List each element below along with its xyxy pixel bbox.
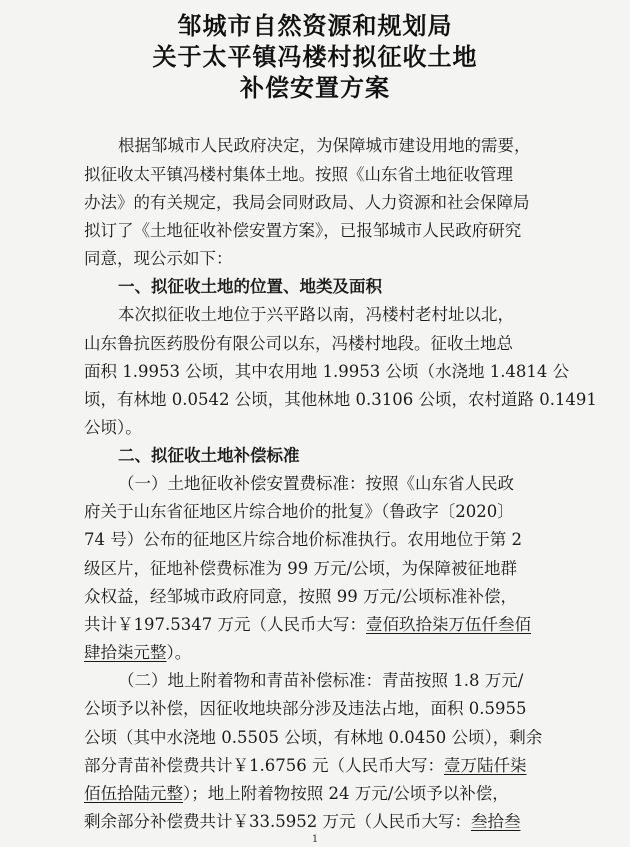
section-2-para1-line [84, 643, 191, 663]
section-2-para1-line: 级区片，征地补偿费标准为 99 万元/公顷，为保障被征地群 [84, 559, 518, 578]
title-line-2: 关于太平镇冯楼村拟征收土地 [152, 42, 478, 71]
section-2-para1-line: （一）土地征收补偿安置费标准：按照《山东省人民政 [118, 474, 514, 493]
title-line-3: 补偿安置方案 [240, 73, 390, 102]
amount-text: 剩余部分补偿费共计￥33.5952 万元（人民币大写： [84, 812, 471, 831]
section-2-heading: 二、拟征收土地补偿标准 [118, 446, 300, 465]
section-2-para2-line: 公顷予以补偿，因征收地块部分涉及违法占地，面积 0.5955 [84, 699, 527, 718]
amount-text: ）；地上附着物按照 24 万元/公顷予以补偿， [183, 784, 509, 803]
amount-uppercase: 壹佰玖拾柒万伍仟叁佰 [365, 615, 531, 634]
amount-text: 部分青苗补偿费共计￥1.6756 元（人民币大写： [84, 756, 444, 775]
intro-line: 拟征收太平镇冯楼村集体土地。按照《山东省土地征收管理 [84, 165, 513, 184]
intro-line: 拟订了《土地征收补偿安置方案》，已报邹城市人民政府研究 [84, 221, 522, 240]
section-2-para1-line: 府关于山东省征地区片综合地价的批复》（鲁政字〔2020〕 [84, 502, 514, 521]
section-2-para1-line: 众权益，经邹城市政府同意，按照 99 万元/公顷标准补偿， [84, 587, 518, 606]
section-1-heading: 一、拟征收土地的位置、地类及面积 [118, 277, 382, 296]
section-1-line: 顷，有林地 0.0542 公顷，其他林地 0.3106 公顷，农村道路 0.1491 [84, 390, 597, 409]
section-2-para2-line [84, 784, 509, 804]
amount-uppercase: 叁拾叁 [470, 812, 521, 831]
section-1-line: 山东鲁抗医药股份有限公司以东，冯楼村地段。征收土地总 [84, 334, 513, 353]
section-2-para2-line: 公顷（其中水浇地 0.5505 公顷，有林地 0.0450 公顷），剩余 [84, 728, 543, 747]
section-1-line: 面积 1.9953 公顷，其中农用地 1.9953 公顷（水浇地 1.4814 公 [84, 362, 570, 381]
title-line-1: 邹城市自然资源和规划局 [177, 11, 453, 40]
page-number: 1 [311, 834, 319, 845]
section-2-para1-line [84, 615, 531, 635]
section-2-para2-line [84, 756, 526, 776]
section-1-line: 本次拟征收土地位于兴平路以南，冯楼村老村址以北， [118, 305, 514, 324]
section-2-para1-line: 74 号）公布的征地区片综合地价标准执行。农用地位于第 2 [84, 530, 522, 549]
section-2-para2-line: （二）地上附着物和青苗补偿标准：青苗按照 1.8 万元/ [118, 671, 524, 690]
section-2-para2-line [84, 812, 520, 832]
amount-text: 共计￥197.5347 万元（人民币大写： [84, 615, 366, 634]
intro-line: 根据邹城市人民政府决定，为保障城市建设用地的需要， [118, 136, 531, 155]
section-1-line: 公顷）。 [84, 418, 142, 437]
amount-uppercase: 壹万陆仟柒 [443, 756, 527, 775]
intro-line: 办法》的有关规定，我局会同财政局、人力资源和社会保障局 [84, 193, 530, 212]
amount-uppercase: 肆拾柒元整 [84, 643, 167, 662]
amount-uppercase: 佰伍拾陆元整 [84, 784, 183, 803]
intro-line: 同意，现公示如下： [84, 249, 233, 268]
amount-text: ）。 [166, 643, 192, 662]
